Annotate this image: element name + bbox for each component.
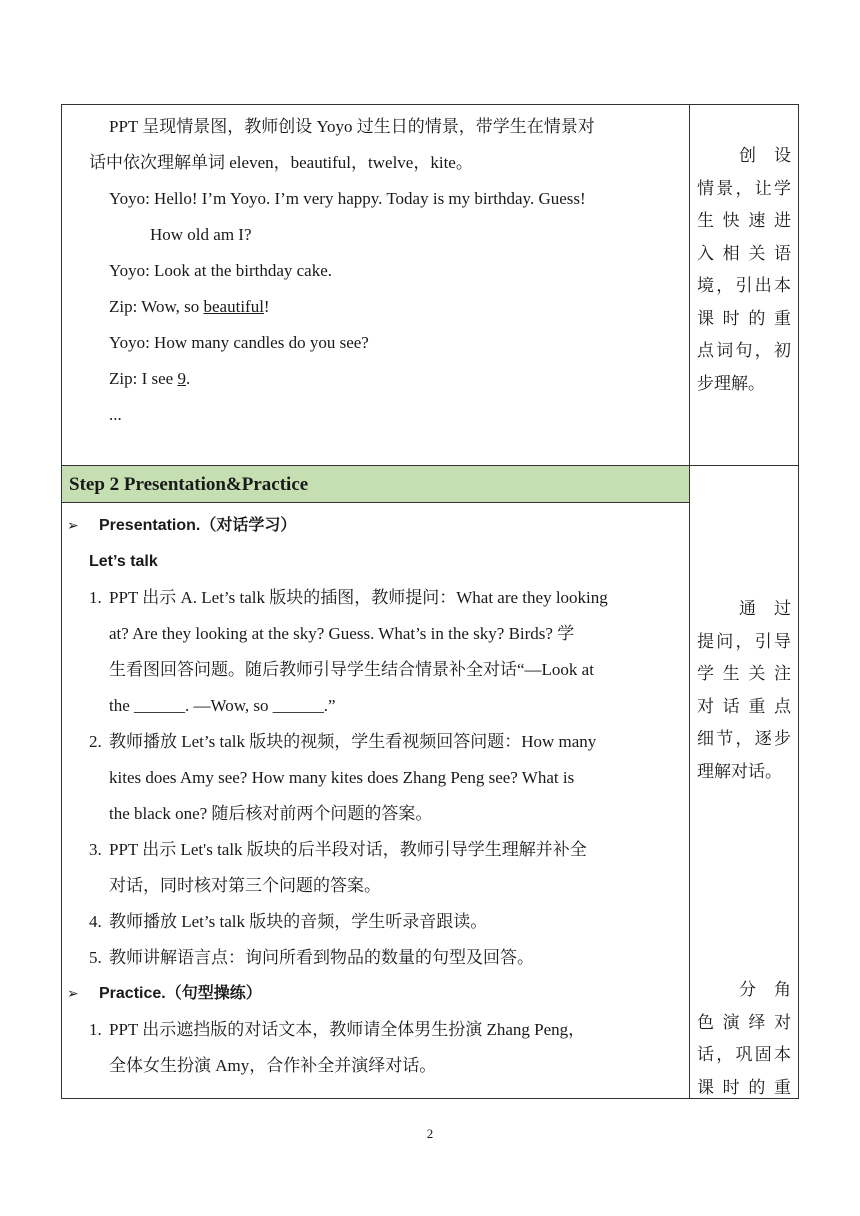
intro-line-2: 话中依次理解单词 eleven，beautiful，twelve，kite。 <box>89 153 473 172</box>
arrow-bullet-icon: ➢ <box>67 986 79 1002</box>
arrow-bullet-icon: ➢ <box>67 518 79 534</box>
list-number: 3. <box>89 840 102 859</box>
list-number: 5. <box>89 948 102 967</box>
dialogue-line: Yoyo: How many candles do you see? <box>109 333 369 352</box>
side-note-line: 分 角 <box>739 980 791 999</box>
list-item-line: PPT 出示 Let's talk 版块的后半段对话，教师引导学生理解并补全 <box>109 840 587 859</box>
column-divider <box>689 104 690 1099</box>
side-note-line: 生 快 速 进 <box>697 211 791 230</box>
dialogue-line: Zip: I see 9. <box>109 369 191 388</box>
side-note-line: 通 过 <box>739 599 791 618</box>
list-item-line: the black one? 随后核对前两个问题的答案。 <box>109 804 433 823</box>
list-item-line: 全体女生扮演 Amy，合作补全并演绎对话。 <box>109 1056 437 1075</box>
side-note-line: 创 设 <box>739 146 791 165</box>
side-note-practice <box>697 974 791 1104</box>
list-number: 1. <box>89 1020 102 1039</box>
side-note-line: 课 时 的 重 <box>697 1077 791 1097</box>
list-number: 4. <box>89 912 102 931</box>
dialogue-line: ... <box>109 405 122 424</box>
side-note-line: 境，引出本 <box>697 276 791 295</box>
page-number: 2 <box>426 1126 434 1141</box>
step-2-header <box>62 466 689 503</box>
list-item-line: 生看图回答问题。随后教师引导学生结合情景补全对话“—Look at <box>109 660 594 679</box>
side-note-line: 话，巩固本 <box>697 1045 791 1064</box>
side-note-line: 提问，引导 <box>697 631 791 651</box>
list-item-line: 教师讲解语言点：询问所看到物品的数量的句型及回答。 <box>109 948 534 967</box>
dialogue-line: Yoyo: Look at the birthday cake. <box>109 261 333 280</box>
list-item-line: at? Are they looking at the sky? Guess. What’s in the sky? Birds? 学 <box>109 624 575 643</box>
side-note-line: 理解对话。 <box>697 761 782 781</box>
side-note-line: 入 相 关 语 <box>697 243 791 263</box>
list-item-line: kites does Amy see? How many kites does Zhang Peng see? What is <box>109 768 575 787</box>
side-note-line: 情景，让学 <box>697 178 791 198</box>
side-note-line: 对 话 重 点 <box>697 696 791 716</box>
presentation-heading: Presentation.（对话学习） <box>99 517 297 534</box>
side-note-line: 课 时 的 重 <box>697 308 791 328</box>
list-item-line: PPT 出示遮挡版的对话文本，教师请全体男生扮演 Zhang Peng， <box>109 1020 586 1039</box>
list-item-line: 教师播放 Let’s talk 版块的视频，学生看视频回答问题：How many <box>109 732 597 751</box>
side-note-line: 细节，逐步 <box>697 729 791 748</box>
step-2-title: Step 2 Presentation&Practice <box>69 474 309 495</box>
side-note-line: 色 演 绎 对 <box>697 1012 791 1032</box>
side-note-line: 学 生 关 注 <box>697 664 791 683</box>
side-note-line: 步理解。 <box>697 373 765 393</box>
side-note-context <box>697 140 791 400</box>
list-number: 2. <box>89 732 102 751</box>
side-note-line: 点词句，初 <box>697 341 791 360</box>
dialogue-line: Zip: Wow, so beautiful! <box>109 297 270 316</box>
list-item-line: the ______. —Wow, so ______.” <box>109 696 336 715</box>
list-item-line: 教师播放 Let’s talk 版块的音频，学生听录音跟读。 <box>109 912 488 931</box>
dialogue-line: How old am I? <box>150 225 252 244</box>
list-item-line: PPT 出示 A. Let’s talk 版块的插图，教师提问：What are they looking <box>109 588 608 607</box>
lets-talk-heading: Let’s talk <box>89 553 158 570</box>
list-item-line: 对话，同时核对第三个问题的答案。 <box>109 876 381 895</box>
list-number: 1. <box>89 588 102 607</box>
side-note-presentation <box>697 593 791 788</box>
dialogue-line: Yoyo: Hello! I’m Yoyo. I’m very happy. Today is my birthday. Guess! <box>109 189 586 208</box>
intro-line-1: PPT 呈现情景图，教师创设 Yoyo 过生日的情景，带学生在情景对 <box>109 117 595 136</box>
practice-heading: Practice.（句型操练） <box>99 985 262 1002</box>
